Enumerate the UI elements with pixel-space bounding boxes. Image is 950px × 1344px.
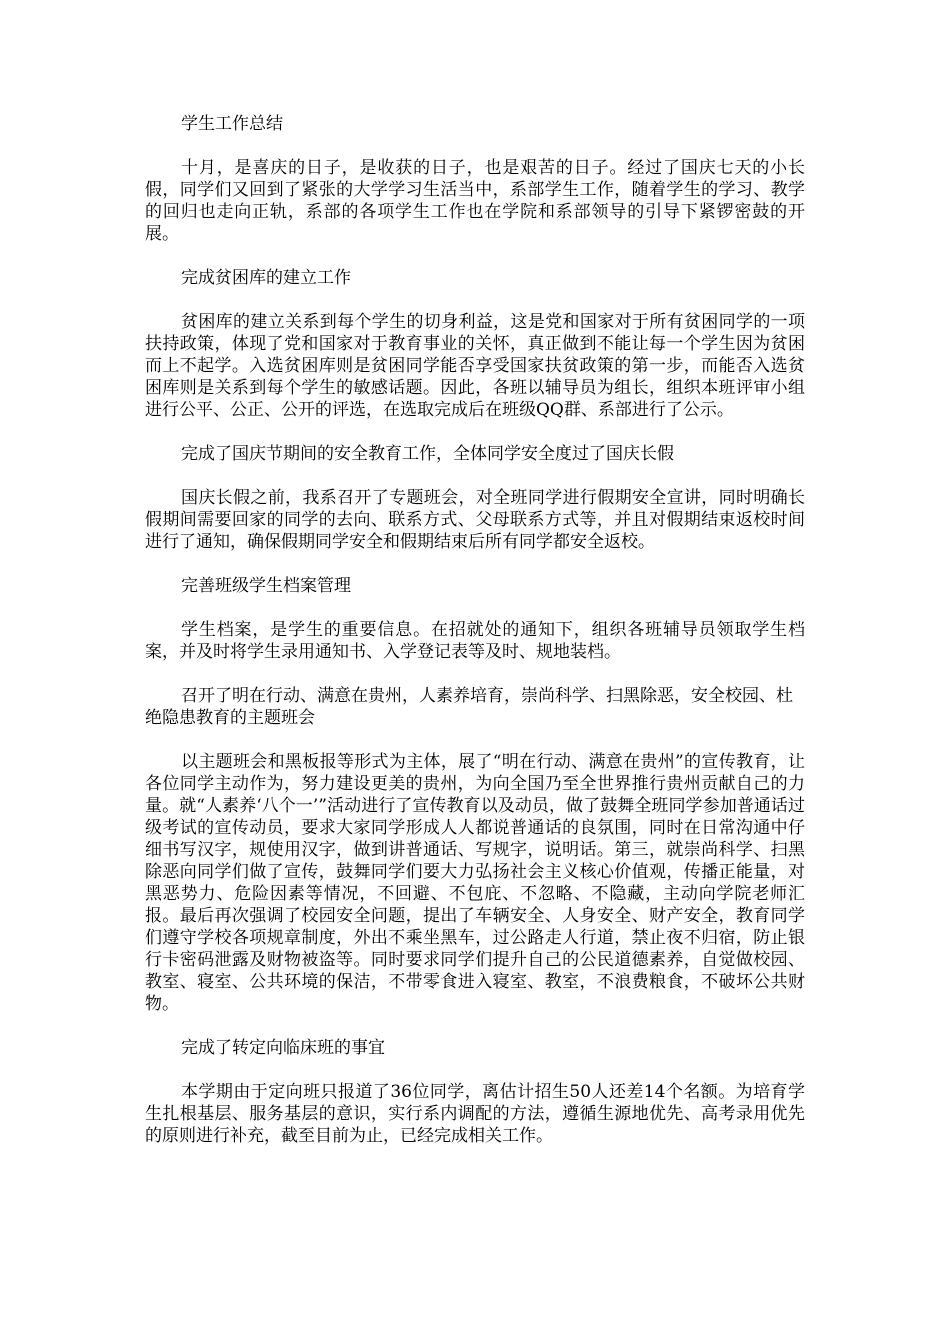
document-title: 学生工作总结 (181, 114, 283, 134)
intro-paragraph: 十月，是喜庆的日子，是收获的日子，也是艰苦的日子。经过了国庆七天的小长假，同学们又回到了紧张的大学学习生活当中，系部学生工作，随着学生的学习、教学的回归也走向正轨，系部的各项学生工作也在学院和系部领导的引导下紧锣密鼓的开展。 (145, 158, 805, 244)
section-paragraph-student-archives: 学生档案，是学生的重要信息。在招就处的通知下，组织各班辅导员领取学生档案，并及时将学生录用通知书、入学登记表等及时、规地装档。 (145, 620, 805, 662)
section-paragraph-poverty-database: 贫困库的建立关系到每个学生的切身利益，这是党和国家对于所有贫困同学的一项扶持政策，体现了党和国家对于教育事业的关怀，真正做到不能让每一个学生因为贫困而上不起学。入选贫困库则是贫困同学能否享受国家扶贫政策的第一步，而能否入选贫困库则是关系到每个学生的敏感话题。因此，各班以辅导员为组长，组织本班评审小组进行公平、公正、公开的评选，在选取完成后在班级QQ群、系部进行了公示。 (145, 312, 805, 420)
section-paragraph-holiday-safety: 国庆长假之前，我系召开了专题班会，对全班同学进行假期安全宣讲，同时明确长假期间需要回家的同学的去向、联系方式、父母联系方式等，并且对假期结束返校时间进行了通知，确保假期同学安全和假期结束后所有同学都安全返校。 (145, 488, 805, 552)
document-page (145, 113, 805, 1147)
spacer (145, 663, 805, 685)
spacer (145, 465, 805, 487)
spacer (145, 1015, 805, 1037)
section-heading-theme-meeting: 召开了明在行动、满意在贵州，人素养培育，崇尚科学、扫黑除恶，安全校园、杜绝隐患教育的主题班会 (145, 686, 793, 728)
spacer (145, 729, 805, 751)
section-heading-student-archives: 完善班级学生档案管理 (181, 576, 351, 596)
section-paragraph-theme-meeting: 以主题班会和黑板报等形式为主体，展了“明在行动、满意在贵州”的宣传教育，让各位同学主动作为，努力建设更美的贵州，为向全国乃至全世界推行贵州贡献自己的力量。就“人素养‘八个一’”活动进行了宣传教育以及动员，做了鼓舞全班同学参加普通话过级考试的宣传动员，要求大家同学形成人人都说普通话的良氛围，同时在日常沟通中仔细书写汉字，规使用汉字，做到讲普通话、写规字，说明话。第三，就崇尚科学、扫黑除恶向同学们做了宣传，鼓舞同学们要大力弘扬社会主义核心价值观，传播正能量，对黑恶势力、危险因素等情况，不回避、不包庇、不忽略、不隐藏，主动向学院老师汇报。最后再次强调了校园安全问题，提出了车辆安全、人身安全、财产安全，教育同学们遵守学校各项规章制度，外出不乘坐黑车，过公路走人行道，禁止夜不归宿，防止银行卡密码泄露及财物被盗等。同时要求同学们提升自己的公民道德素养，自觉做校园、教室、寝室、公共环境的保洁，不带零食进入寝室、教室，不浪费粮食，不破坏公共财物。 (145, 752, 805, 1014)
spacer (145, 597, 805, 619)
section-heading-clinical-class: 完成了转定向临床班的事宜 (181, 1038, 385, 1058)
section-heading-poverty-database: 完成贫困库的建立工作 (181, 268, 351, 288)
spacer (145, 421, 805, 443)
section-paragraph-clinical-class: 本学期由于定向班只报道了36位同学，离估计招生50人还差14个名额。为培育学生扎根基层、服务基层的意识，实行系内调配的方法，遵循生源地优先、高考录用优先的原则进行补充，截至目前为止，已经完成相关工作。 (145, 1082, 805, 1146)
spacer (145, 553, 805, 575)
spacer (145, 289, 805, 311)
spacer (145, 135, 805, 157)
spacer (145, 245, 805, 267)
spacer (145, 1059, 805, 1081)
section-heading-holiday-safety: 完成了国庆节期间的安全教育工作，全体同学安全度过了国庆长假 (181, 444, 674, 464)
